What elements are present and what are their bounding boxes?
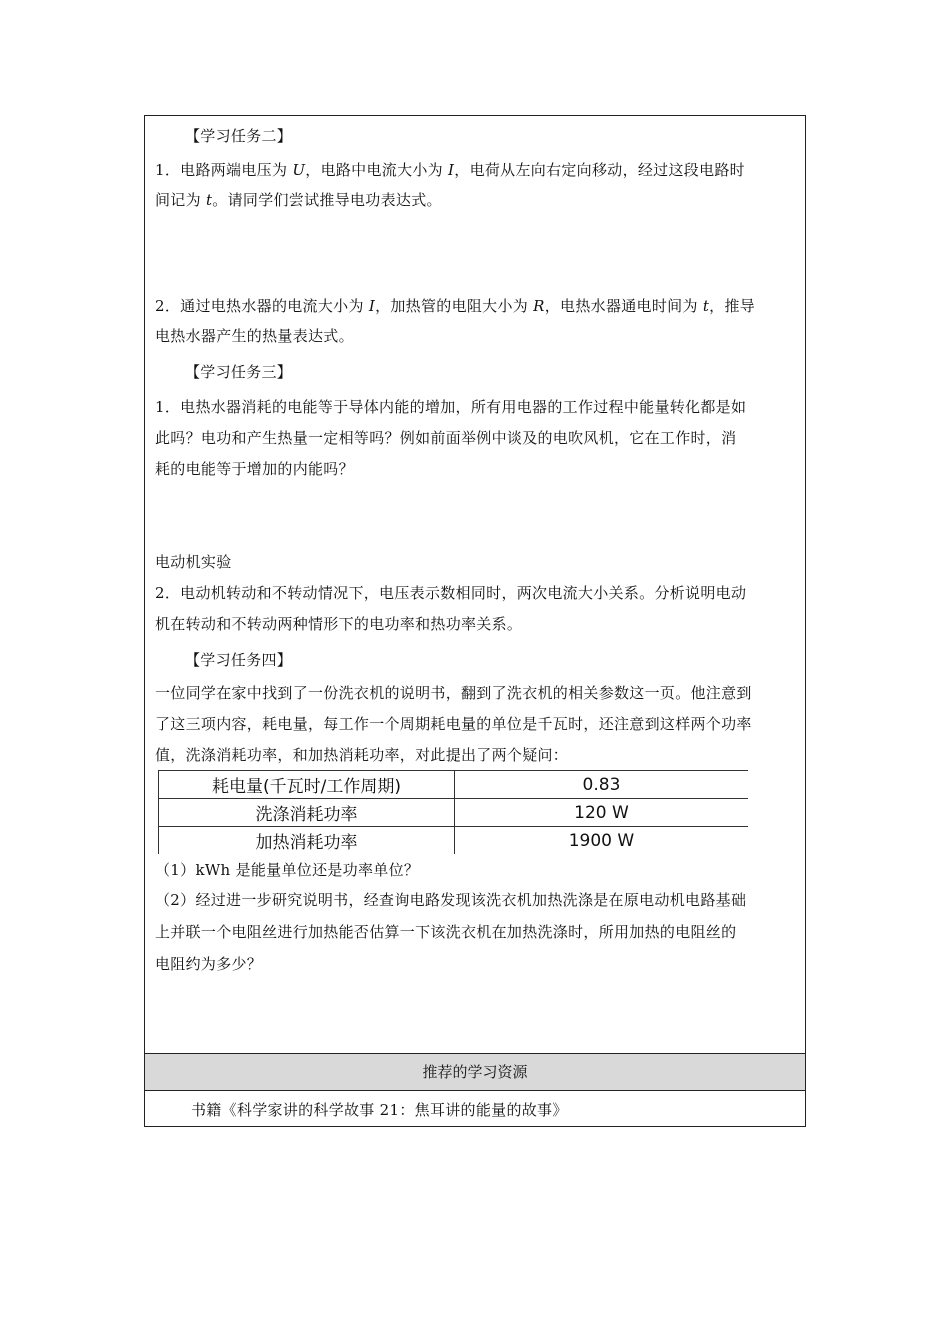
task4-intro-line1: 一位同学在家中找到了一份洗衣机的说明书，翻到了洗衣机的相关参数这一页。他注意到: [155, 684, 752, 702]
table-row: [159, 827, 749, 855]
task4-intro-line2: 了这三项内容，耗电量，每工作一个周期耗电量的单位是千瓦时，还注意到这样两个功率: [155, 715, 752, 733]
task3-question2-line2: 机在转动和不转动两种情形下的电功率和热功率关系。: [155, 615, 523, 633]
task3-question2-line1: 2．电动机转动和不转动情况下，电压表示数相同时，两次电流大小关系。分析说明电动: [155, 584, 747, 602]
task2-heading: 【学习任务二】: [185, 127, 293, 145]
washing-machine-parameter-table: [158, 770, 748, 854]
task4-subquestion2-line2: 上并联一个电阻丝进行加热能否估算一下该洗衣机在加热洗涤时，所用加热的电阻丝的: [155, 923, 737, 941]
param-label: 耗电量(千瓦时/工作周期): [159, 771, 455, 799]
task2-question1-line1: 1．电路两端电压为 U，电路中电流大小为 I，电荷从左向右定向移动，经过这段电路时: [155, 161, 745, 179]
param-value: 0.83: [454, 771, 748, 799]
task3-heading: 【学习任务三】: [185, 363, 293, 381]
param-label: 加热消耗功率: [159, 827, 455, 855]
task3-experiment-label: 电动机实验: [155, 553, 232, 571]
task4-subquestion2-line1: （2）经过进一步研究说明书，经查询电路发现该洗衣机加热洗涤是在原电动机电路基础: [155, 891, 747, 909]
task2-question1-line2: 间记为 t。请同学们尝试推导电功表达式。: [155, 191, 442, 209]
task4-intro-line3: 值，洗涤消耗功率，和加热消耗功率，对此提出了两个疑问：: [155, 746, 569, 764]
table-row: [159, 771, 749, 799]
table-row: [159, 799, 749, 827]
task4-subquestion2-line3: 电阻约为多少？: [155, 955, 263, 973]
task2-question2-line1: 2．通过电热水器的电流大小为 I，加热管的电阻大小为 R，电热水器通电时间为 t，推导: [155, 297, 756, 315]
task3-question1-line2: 此吗？电功和产生热量一定相等吗？例如前面举例中谈及的电吹风机，它在工作时，消: [155, 429, 737, 447]
resource-book: 书籍《科学家讲的科学故事 21：焦耳讲的能量的故事》: [191, 1101, 568, 1119]
task3-question1-line1: 1．电热水器消耗的电能等于导体内能的增加，所有用电器的工作过程中能量转化都是如: [155, 398, 747, 416]
resources-header: 推荐的学习资源: [145, 1053, 805, 1091]
resources-cell: [145, 1091, 805, 1128]
task4-heading: 【学习任务四】: [185, 651, 293, 669]
param-value: 120 W: [454, 799, 748, 827]
worksheet-table: [144, 115, 806, 1127]
task4-subquestion1: （1）kWh 是能量单位还是功率单位？: [155, 861, 420, 879]
param-value: 1900 W: [454, 827, 748, 855]
param-label: 洗涤消耗功率: [159, 799, 455, 827]
task3-question1-line3: 耗的电能等于增加的内能吗？: [155, 460, 354, 478]
tasks-cell: [145, 116, 805, 1053]
task2-question2-line2: 电热水器产生的热量表达式。: [155, 327, 354, 345]
